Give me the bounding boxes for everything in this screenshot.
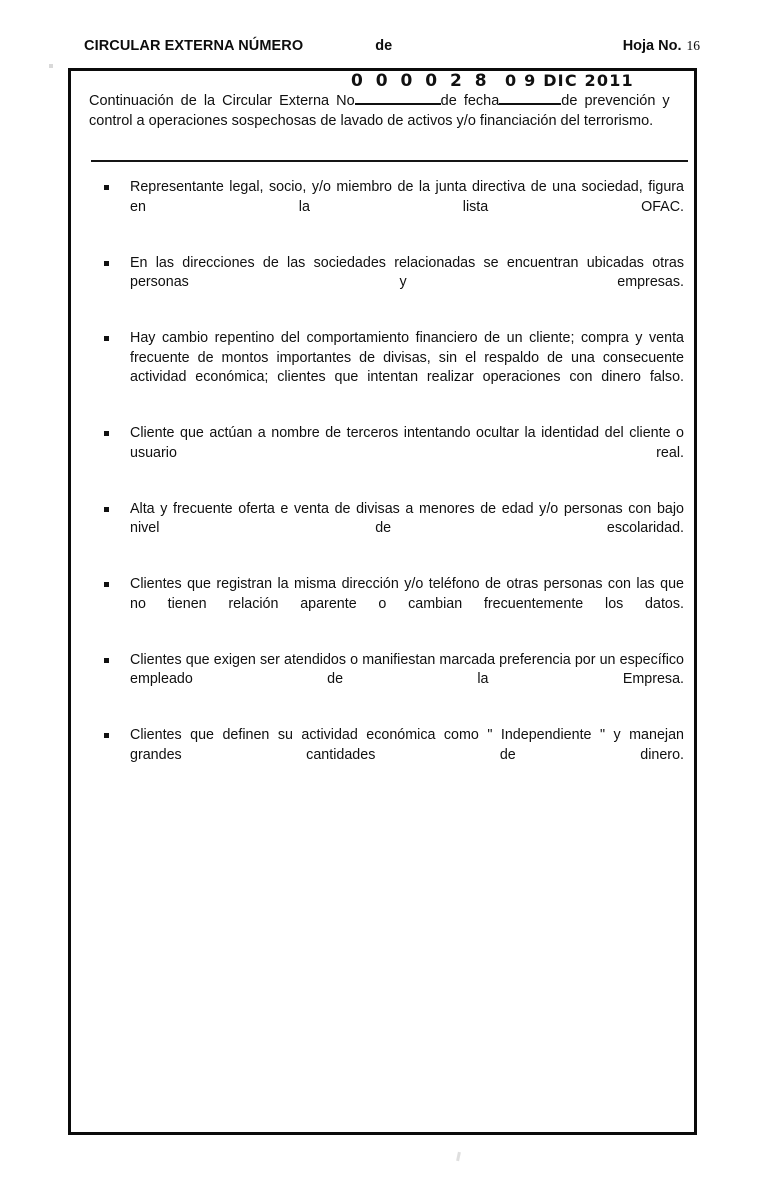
list-item-text: Clientes que exigen ser atendidos o manifiestan marcada preferencia por un específico empleado de la Empresa. [130, 651, 684, 687]
continuation-line-2: control a operaciones sospechosas de lavado de activos y/o financiación del terrorismo. [89, 113, 654, 129]
sheet-number: 16 [686, 38, 700, 53]
blank-circular-number [355, 89, 441, 105]
square-bullet-icon [104, 185, 109, 190]
square-bullet-icon [104, 431, 109, 436]
list-item-text: Hay cambio repentino del comportamiento financiero de un cliente; compra y venta frecuente de montos importantes de divisas, sin el respaldo de una consecuente actividad económica; clientes que intentan realizar operaciones con dinero falso. [130, 330, 684, 385]
square-bullet-icon [104, 658, 109, 663]
list-item [104, 178, 684, 237]
continuation-prefix: Continuación de la Circular Externa No [89, 93, 355, 109]
scan-artifact-top-left [49, 64, 53, 68]
square-bullet-icon [104, 507, 109, 512]
header-sheet-group [623, 38, 700, 54]
document-header [84, 38, 700, 62]
square-bullet-icon [104, 336, 109, 341]
list-item [104, 329, 684, 407]
square-bullet-icon [104, 733, 109, 738]
blank-date [499, 89, 561, 105]
list-item [104, 254, 684, 313]
square-bullet-icon [104, 261, 109, 266]
list-item-text: Clientes que definen su actividad económica como " Independiente " y manejan grandes cantidades de dinero. [130, 727, 684, 763]
stamp-date: 0 9 DIC 2011 [505, 71, 634, 90]
horizontal-divider [91, 160, 688, 162]
header-title: CIRCULAR EXTERNA NÚMERO [84, 38, 304, 54]
continuation-paragraph [89, 89, 683, 131]
suspicious-indicators-list [104, 178, 684, 785]
header-de-label: de [375, 38, 393, 54]
list-item [104, 500, 684, 559]
list-item-text: En las direcciones de las sociedades relacionadas se encuentran ubicadas otras personas y empresas. [130, 254, 684, 290]
list-item-text: Representante legal, socio, y/o miembro de la junta directiva de una sociedad, figura en la lista OFAC. [130, 179, 684, 215]
list-item [104, 424, 684, 483]
page-border-frame [68, 68, 697, 1135]
square-bullet-icon [104, 582, 109, 587]
continuation-suffix: de prevención y [561, 93, 670, 109]
sheet-label: Hoja No. [622, 38, 682, 54]
list-item-text: Alta y frecuente oferta e venta de divisas a menores de edad y/o personas con bajo nivel de escolaridad. [130, 500, 684, 536]
continuation-line-1 [89, 89, 683, 111]
list-item [104, 575, 684, 634]
list-item-text: Cliente que actúan a nombre de terceros intentando ocultar la identidad del cliente o usuario real. [130, 425, 684, 461]
list-item [104, 651, 684, 710]
list-item [104, 726, 684, 785]
continuation-mid: de fecha [440, 93, 500, 109]
stamp-circular-number: 0 0 0 0 2 8 [351, 71, 491, 91]
scan-artifact-bottom [456, 1152, 461, 1161]
list-item-text: Clientes que registran la misma dirección y/o teléfono de otras personas con las que no tienen relación aparente o cambian frecuentemente los datos. [130, 576, 684, 612]
